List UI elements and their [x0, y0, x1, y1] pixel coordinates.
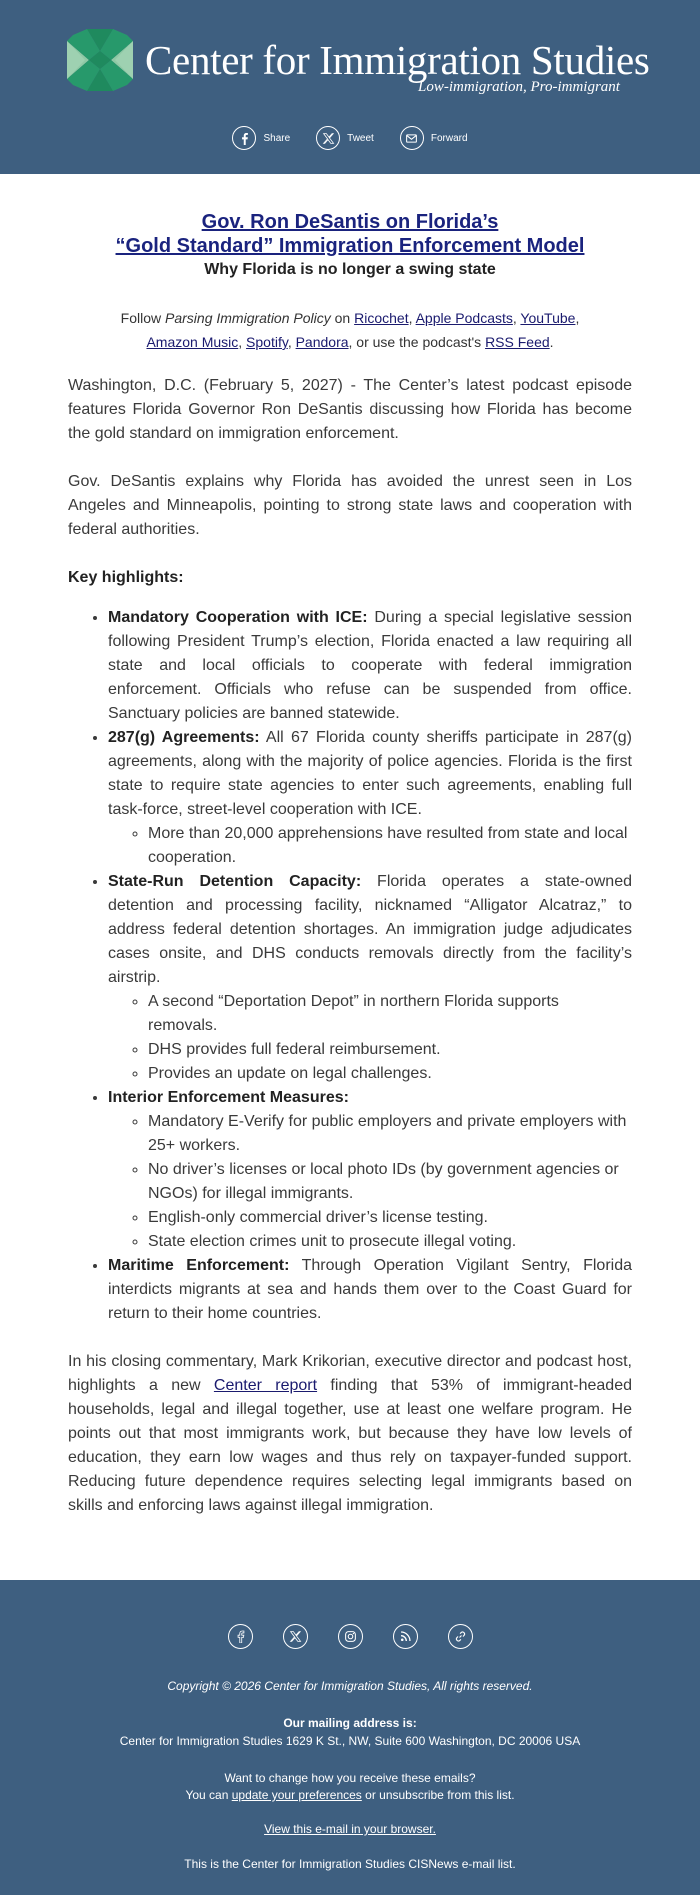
- email-footer: [0, 1580, 700, 1895]
- list-item: [108, 870, 632, 1086]
- mailing-address-label: Our mailing address is:: [283, 1716, 417, 1730]
- highlight-text: During a special legislative session following President Trump’s election, Florida enacted a law requiring all state and local officials to cooperate with federal immigration enforcement. Officials who refuse can be suspended from office. Sanctuary policies are banned statewide.: [108, 609, 632, 722]
- highlight-text: Florida operates a state-owned detention and processing facility, nicknamed “Alligator Alcatraz,” to address federal detention shortages. An immigration judge adjudicates cases onsite, and DHS conducts removals directly from the facility’s airstrip.: [108, 873, 632, 986]
- link-icon[interactable]: [448, 1624, 473, 1649]
- tagline: Low-immigration, Pro-immigrant: [418, 79, 620, 95]
- social-links: [0, 1624, 700, 1649]
- mailing-address: Center for Immigration Studies 1629 K St., NW, Suite 600 Washington, DC 20006 USA: [119, 1734, 581, 1748]
- rss-icon[interactable]: [393, 1624, 418, 1649]
- sub-item: ◦ A second “Deportation Depot” in northern Florida supports removals.: [148, 990, 632, 1038]
- email-header: [0, 0, 700, 174]
- sub-item: ◦ More than 20,000 apprehensions have resulted from state and local cooperation.: [148, 822, 632, 870]
- instagram-icon[interactable]: [338, 1624, 363, 1649]
- link-ricochet[interactable]: Ricochet: [354, 310, 409, 326]
- facebook-icon[interactable]: [228, 1624, 253, 1649]
- link-spotify[interactable]: Spotify: [246, 334, 288, 350]
- change-suffix: or unsubscribe from this list.: [361, 1788, 515, 1802]
- share-button[interactable]: [232, 126, 290, 150]
- second-paragraph: Gov. DeSantis explains why Florida has avoided the unrest seen in Los Angeles and Minneapolis, pointing to strong state laws and cooperation with federal authorities.: [68, 473, 632, 538]
- tweet-label: Tweet: [347, 132, 374, 144]
- follow-on: on: [330, 310, 355, 326]
- closing-before: In his closing commentary, Mark Krikorian, executive director and podcast host, highlights a new: [68, 1353, 632, 1394]
- x-icon[interactable]: [283, 1624, 308, 1649]
- list-item: [108, 606, 632, 726]
- sub-item: ◦ State election crimes unit to prosecute illegal voting.: [148, 1230, 632, 1254]
- list-name: This is the Center for Immigration Studies CISNews e-mail list.: [184, 1857, 516, 1871]
- copyright: Copyright © 2026 Center for Immigration Studies, All rights reserved.: [167, 1679, 533, 1693]
- center-report-link[interactable]: Center report: [213, 1377, 318, 1394]
- article-subtitle: Why Florida is no longer a swing state: [204, 261, 496, 278]
- facebook-icon: [232, 126, 256, 150]
- tweet-button[interactable]: [316, 126, 374, 150]
- sub-list: [108, 822, 632, 870]
- forward-label: Forward: [430, 132, 468, 144]
- email-body: [0, 174, 700, 1518]
- change-line-1: Want to change how you receive these emails?: [224, 1771, 476, 1785]
- link-youtube[interactable]: YouTube: [520, 310, 576, 326]
- title-line-2: “Gold Standard” Immigration Enforcement Model: [115, 235, 585, 257]
- closing-after: finding that 53% of immigrant-headed households, legal and illegal together, use at least one welfare program. He points out that most immigrants work, but because they have low levels of education, they earn low wages and thus rely on taxpayer-funded support. Reducing future dependence requires selecting legal immigrants based on skills and enforcing laws against illegal immigration.: [68, 1377, 632, 1514]
- list-item: [108, 726, 632, 870]
- link-pandora[interactable]: Pandora: [295, 334, 349, 350]
- highlight-heading: Maritime Enforcement:: [108, 1257, 290, 1274]
- highlights-list: [68, 606, 632, 1326]
- link-apple-podcasts[interactable]: Apple Podcasts: [415, 310, 513, 326]
- list-item: [108, 1086, 632, 1254]
- update-preferences-link[interactable]: update your preferences: [231, 1788, 362, 1802]
- highlight-heading: State-Run Detention Capacity:: [108, 873, 362, 890]
- show-name: Parsing Immigration Policy: [165, 310, 331, 326]
- follow-end: .: [549, 334, 554, 350]
- sub-item: ◦ Mandatory E-Verify for public employers and private employers with 25+ workers.: [148, 1110, 632, 1158]
- link-rss-feed[interactable]: RSS Feed: [485, 334, 550, 350]
- sub-item: ◦ English-only commercial driver’s license testing.: [148, 1206, 632, 1230]
- cis-logo-icon: [65, 27, 135, 93]
- sub-list: [108, 1110, 632, 1254]
- view-in-browser: [0, 1822, 700, 1836]
- x-icon: [316, 126, 340, 150]
- title-line-1: Gov. Ron DeSantis on Florida’s: [201, 211, 499, 233]
- preferences-text: [0, 1770, 700, 1804]
- mail-icon: [400, 126, 424, 150]
- highlight-heading: Interior Enforcement Measures:: [108, 1089, 349, 1106]
- org-name: Center for Immigration Studies: [145, 37, 650, 83]
- sub-item: ◦ Provides an update on legal challenges.: [148, 1062, 632, 1086]
- intro-paragraph: Washington, D.C. (February 5, 2027) - The Center’s latest podcast episode features Florida Governor Ron DeSantis discussing how Florida has become the gold standard on immigration enforcement.: [68, 377, 632, 442]
- follow-podcast-line: Follow Parsing Immigration Policy on Ricochet, Apple Podcasts, YouTube, Amazon Music, Spotify, Pandora, or use the podcast's RSS Feed.: [120, 310, 580, 350]
- share-label: Share: [263, 132, 291, 144]
- sub-item: ◦ DHS provides full federal reimbursement.: [148, 1038, 632, 1062]
- sub-list: [108, 990, 632, 1086]
- closing-paragraph: [68, 1350, 632, 1518]
- view-in-browser-link[interactable]: View this e-mail in your browser.: [264, 1822, 436, 1836]
- highlight-text: All 67 Florida county sheriffs participate in 287(g) agreements, along with the majority of police agencies. Florida is the first state to require state agencies to enter such agreements, enabling full task-force, street-level cooperation with ICE.: [108, 729, 633, 818]
- highlight-text: Through Operation Vigilant Sentry, Florida interdicts migrants at sea and hands them over to the Coast Guard for return to their home countries.: [108, 1257, 632, 1322]
- forward-button[interactable]: [400, 126, 468, 150]
- share-bar: [0, 126, 700, 150]
- rss-prefix: , or use the podcast's: [348, 334, 486, 350]
- list-item: [108, 1254, 632, 1326]
- highlight-heading: 287(g) Agreements:: [108, 729, 260, 746]
- key-highlights-heading: Key highlights:: [68, 569, 184, 586]
- sub-item: ◦ No driver’s licenses or local photo IDs (by government agencies or NGOs) for illegal immigrants.: [148, 1158, 632, 1206]
- follow-prefix: Follow: [120, 310, 166, 326]
- article-title-link[interactable]: [68, 210, 632, 258]
- highlight-heading: Mandatory Cooperation with ICE:: [108, 609, 368, 626]
- link-amazon-music[interactable]: Amazon Music: [146, 334, 239, 350]
- change-prefix: You can: [185, 1788, 232, 1802]
